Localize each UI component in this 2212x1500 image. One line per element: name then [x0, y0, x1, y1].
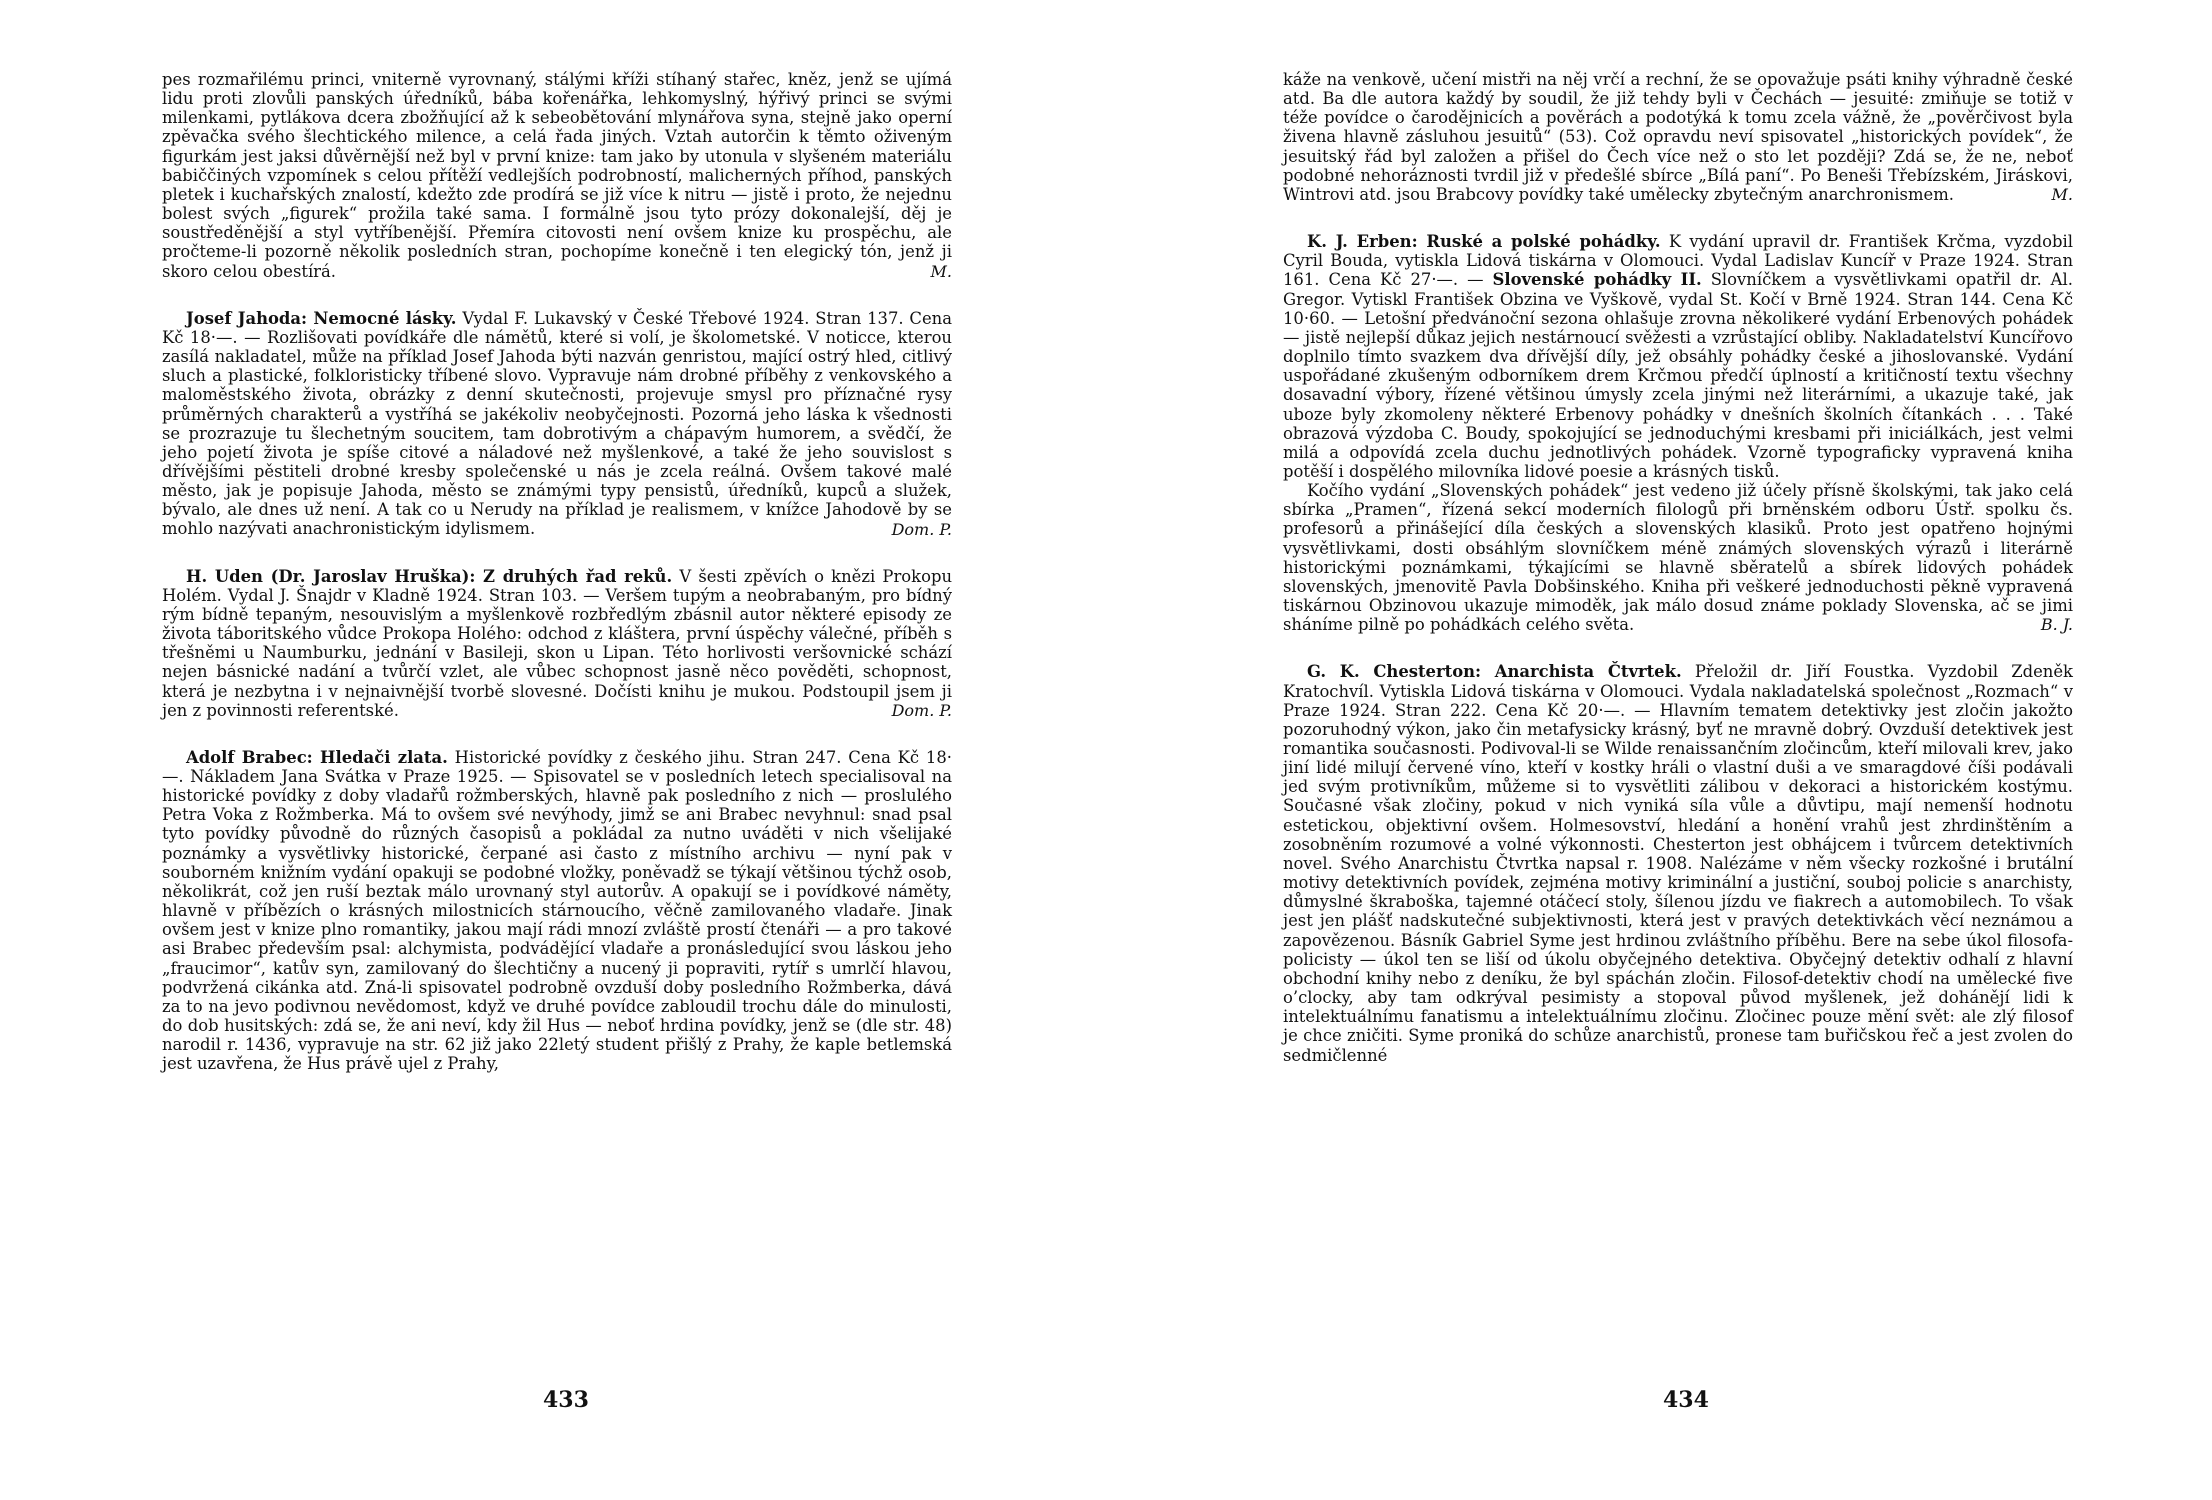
- review-uden: [162, 567, 952, 720]
- review-heading: Josef Jahoda: Nemocné lásky.: [186, 308, 457, 328]
- review-heading: G. K. Chesterton: Anarchista Čtvrtek.: [1307, 662, 1682, 682]
- page-number: 433: [543, 1387, 589, 1413]
- review-body: V šesti zpěvích o knězi Prokopu Holém. Vydal J. Šnajdr v Kladně 1924. Stran 103. — Veršem tupým a neobrabaným, pro bídný rým bídně tepaným, nesouvislým a myšlenkově rozbředlým zbásnil autor některé episody ze života táboritského vůdce Prokopa Holého: odchod z kláštera, první úspěchy válečné, příběh s třešněmi u Naumburku, jednání v Basileji, skon u Lipan. Této horlivosti veršovnické schází nejen básnické nadání a tvůrčí vzlet, ale vůbec schopnost jasně něco pověděti, schopnost, která je nezbytna i v nejnaivnější tvorbě slovesné. Dočísti knihu je mukou. Podstoupil jsem ji jen z povinnosti referentské.: [162, 566, 952, 720]
- review-heading: Adolf Brabec: Hledači zlata.: [186, 747, 448, 767]
- review-signature: Dom. P.: [891, 519, 952, 539]
- review-jahoda: [162, 309, 952, 539]
- review-continuation: [162, 70, 952, 281]
- review-heading: H. Uden (Dr. Jaroslav Hruška): Z druhých řad reků.: [186, 566, 673, 586]
- review-signature: M.: [2051, 185, 2073, 205]
- review-signature: M.: [930, 261, 952, 281]
- continued-text: pes rozmařilému princi, vniterně vyrovnaný, stálými kříži stíhaný stařec, kněz, jenž se ujímá lidu proti zlovůli panských úředníků, bába kořenářka, lehkomyslný, hýřivý princi se svými milenkami, pytlákova dcera zbožňující až k sebeobětování mlynářova syna, stejně jako operní zpěvačka svého šlechtického milence, a celá řada jiných. Vztah autorčin k těmto oživeným figurkám jest jaksi důvěrnější než byl v první knize: tam jako by utonula v slyšeném materiálu babiččiných vzpomínek s celou přítěží vedlejších podrobností, malicherných příhod, panských pletek i kuchařských znalostí, kdežto zde prodírá se již více k nitru — jistě i proto, že nejednu bolest svých „figurek“ prožila také sama. I formálně jsou tyto prózy dokonalejší, děj je soustředěnější a styl vytříbenější. Přemíra citovosti není ovšem knize ku prospěchu, ale pročteme-li pozorně několik posledních stran, pochopíme konečně i ten elegický tón, jenž ji skoro celou obestírá.: [162, 70, 952, 281]
- right-text-column: [1283, 70, 2073, 1093]
- left-text-column: [162, 70, 952, 1102]
- review-heading: K. J. Erben: Ruské a polské pohádky.: [1307, 232, 1661, 252]
- review-signature: B. J.: [2040, 615, 2073, 635]
- review-paragraph: Kočího vydání „Slovenských pohádek“ jest vedeno již účely přísně školskými, tak jako celá sbírka „Pramen“, řízená sekcí moderních filologů při brněnském odboru Ústř. spolku čs. profesorů a přinášející díla českých a slovenských klasiků. Proto jest opatřeno hojnými vysvětlivkami, dosti obsáhlým slovníčkem méně známých slovenských výrazů i literárně historickými poznámkami, týkajícími se hlavně sběratelů a sbírek lidových pohádek slovenských, jmenovitě Pavla Dobšinského. Kniha při veškeré jednoduchosti pěkně vypravená tiskárnou Obzinovou ukazuje mimoděk, jak málo dosud známe poklady Slovenska, ač se jimi sháníme pilně po pohádkách celého světa.: [1283, 481, 2073, 635]
- review-body: K vydání upravil dr. František Krčma, vyzdobil Cyril Bouda, vytiskla Lidová tiskárna v Olomouci. Vydal Ladislav Kuncíř v Praze 1924. Stran 161. Cena Kč 27·—. —: [1283, 232, 2073, 290]
- review-body: Přeložil dr. Jiří Foustka. Vyzdobil Zdeněk Kratochvíl. Vytiskla Lidová tiskárna v Olomouci. Vydala nakladatelská společnost „Rozmach“ v Praze 1924. Stran 222. Cena Kč 20·—. — Hlavním tematem detektivky jest zločin jakožto pozoruhodný výkon, jako čin metafysicky krásný, byť ne mravně dobrý. Ovzduší detektivek jest romantika současnosti. Podivoval-li se Wilde renaissančním zločincům, kteří milovali krev, jako jiní lidé milují červené víno, kteří v kostky hráli o vlastní duši a ve smaragdové číši podávali jed svým protivníkům, můžeme si to vysvětliti zálibou v dekoraci a historickém kostýmu. Současné však zločiny, pokud v nich vyniká síla vůle a důvtipu, mají nemenší hodnotu estetickou, objektivní ovšem. Holmesovství, hledání a honění vrahů jest zhrdinštěním a zosobněním rozumové a volné výkonnosti. Chesterton jest obhájcem i tvůrcem detektivních novel. Svého Anarchistu Čtvrtka napsal r. 1908. Nalézáme v něm všecky rozkošné i brutální motivy detektivních povídek, zejména motivy kriminální a justiční, souboj policie s anarchisty, důmyslné škraboška, tajemné otáčecí stoly, šílenou jízdu ve fiakrech a automobilech. To však jest jen plášť nadskutečné subjektivnosti, která jest v pravých detektivkách věcí neznámou a zapovězenou. Básník Gabriel Syme jest hrdinou zvláštního příběhu. Bere na sebe úkol filosofa-policisty — úkol ten se liší od úkolu obyčejného detektiva. Obyčejný detektiv odhalí z hlavní obchodní knihy nebo z deníku, že byl spáchán zločin. Filosof-detektiv chodí na umělecké five o’clocky, aby tam odkrýval pesimisty a stopoval původ myšlenek, jež dohánějí lidi k intelektuálnímu fanatismu a intelektuálnímu zločinu. Zločinec pouze mění svět: ale zlý filosof je chce zničiti. Syme proniká do schůze anarchistů, pronese tam buřičskou řeč a jest zvolen do sedmičlenné: [1283, 662, 2073, 1065]
- review-erben: [1283, 232, 2073, 634]
- review-body-cont: Slovníčkem a vysvětlivkami opatřil dr. Al. Gregor. Vytiskl František Obzina ve Vyškově, vydal St. Kočí v Brně 1924. Stran 144. Cena Kč 10·60. — Letošní předvánoční sezona ohlašuje zrovna několikeré vydání Erbenových pohádek — jistě nejlepší důkaz jejich nestárnoucí svěžesti a vzrůstající obliby. Nakladatelství Kuncířovo doplnilo tímto svazkem dva dřívější díly, jež obsáhly pohádky české a jihoslovanské. Vydání uspořádané zkušeným odborníkem drem Krčmou předčí úplností a kritičností textu všechny dosavadní výbory, řízené většinou úmysly zcela jinými než literárními, a ukazuje také, jak uboze byly zkomoleny některé Erbenovy pohádky v dnešních školních čítankách . . . Také obrazová výzdoba C. Boudy, spokojující se jednoduchými kresbami při iniciálkách, jest velmi milá a odpovídá zcela duchu jednotlivých pohádek. Vzorně typograficky vypravená kniha potěší i dospělého milovníka lidové poesie a krásných tisků.: [1283, 270, 2073, 481]
- review-body: Historické povídky z českého jihu. Stran 247. Cena Kč 18·—. Nákladem Jana Svátka v Praze 1925. — Spisovatel se v posledních letech specialisoval na historické povídky z doby vladařů rožmberských, hlavně pak posledního z nich — proslulého Petra Voka z Rožmberka. Má to ovšem své nevýhody, jimž se ani Brabec nevyhnul: snad psal tyto povídky původně do různých časopisů a pokládal za nutno uváděti v nich všelijaké poznámky a vysvětlivky historické, čerpané asi často z místního archivu — nyní pak v souborném knižním vydání opakuji se podobné vložky, poněvadž se týkají většinou týchž osob, několikrát, což jen ruší beztak málo urovnaný styl autorův. A opakují se i povídkové náměty, hlavně v příbězích o krásných milostnicích stárnoucího, věčně zamilovaného vladaře. Jinak ovšem jest v knize plno romantiky, jakou mají rádi mnozí zvláště prostí čtenáři — a pro takové asi Brabec především psal: alchymista, podvádějící vladaře a pronásledující svou láskou jeho „fraucimor“, katův syn, zamilovaný do šlechtičny a nucený ji popraviti, rytíř s umrlčí hlavou, podvržená cikánka atd. Zná-li spisovatel podrobně ovzduší doby posledního Rožmberka, dává za to na jevo podivnou nevědomost, když ve druhé povídce zabloudil trochu dále do minulosti, do dob husitských: zdá se, že ani neví, kdy žil Hus — neboť hrdina povídky, jenž se (dle str. 48) narodil r. 1436, vypravuje na str. 62 již jako 22letý student přišlý z Prahy, že kaple betlemská jest uzavřena, že Hus právě ujel z Prahy,: [162, 747, 952, 1074]
- review-brabec: [162, 748, 952, 1074]
- review-body: Vydal F. Lukavský v České Třebové 1924. Stran 137. Cena Kč 18·—. — Rozlišovati povídkáře dle námětů, které si volí, je školometské. V noticce, kterou zasílá nakladatel, může na příklad Josef Jahoda býti nazván genristou, mající ostrý hled, citlivý sluch a plastické, folkloristicky tříbené slovo. Vypravuje nám drobné příběhy z venkovského a maloměstského života, obrázky z denní skutečnosti, projevuje smysl pro příznačné rysy průměrných charakterů a vystříhá se jakékoliv neobyčejnosti. Pozorná jeho láska k všednosti se prozrazuje tu šlechetným soucitem, tam dobrotivým a chápavým humorem, a svědčí, že jeho pojetí života je spíše citové a náladové než myšlenkové, a také že jeho souvislost s dřívějšími pěstiteli drobné kresby společenské u nás je zcela reálná. Ovšem takové malé město, jak je popisuje Jahoda, město se známými typy pensistů, úředníků, kupců a služek, bývalo, ale dnes už není. A tak co u Nerudy na příklad je realismem, v knížce Jahodově by se mohlo nazývati anachronistickým idylismem.: [162, 308, 952, 539]
- continued-text: káže na venkově, učení mistři na něj vrčí a rechní, že se opovažuje psáti knihy výhradně české atd. Ba dle autora každý by soudil, že již tehdy byli v Čechách — jesuité: zmiňuje se totiž v téže povídce o čarodějnicích a pověrách a podotýká k tomu zcela vážně, že „pověrčivost byla živena hlavně zásluhou jesuitů“ (53). Což opravdu neví spisovatel „historických povídek“, že jesuitský řád byl založen a přišel do Čech více než o sto let později? Zdá se, že ne, neboť podobné nehoráznosti tvrdil již v předešlé sbírce „Bílá paní“. Po Beneši Třebízském, Jiráskovi, Wintrovi atd. jsou Brabcovy povídky také umělecky zbytečným anarchronismem.: [1283, 70, 2073, 204]
- review-subheading: Slovenské pohádky II.: [1492, 270, 1702, 290]
- review-signature: Dom. P.: [891, 700, 952, 720]
- right-page: [1106, 0, 2212, 1500]
- review-continuation: [1283, 70, 2073, 204]
- review-chesterton: [1283, 662, 2073, 1064]
- page-number: 434: [1663, 1387, 1709, 1413]
